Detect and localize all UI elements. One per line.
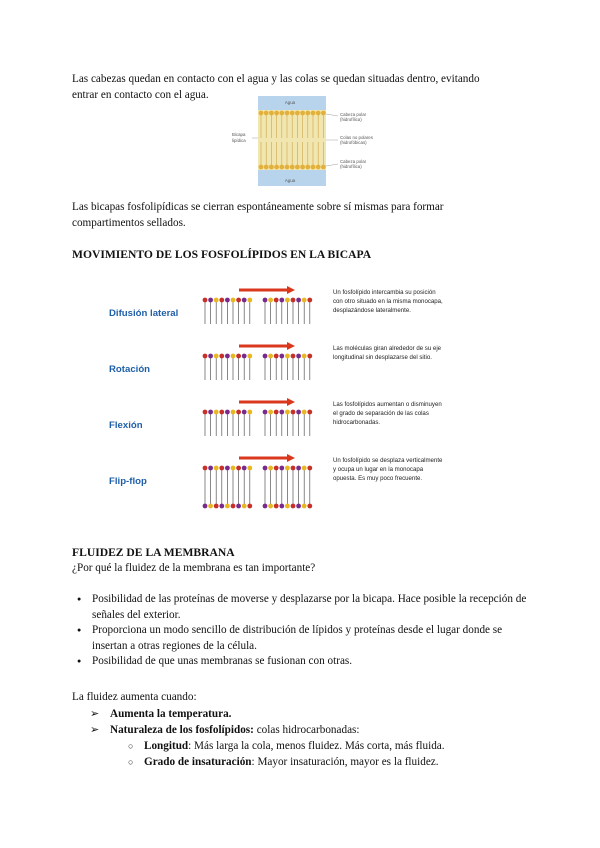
- phospholipid-head: [219, 410, 224, 415]
- bilayer-head: [269, 165, 274, 170]
- phospholipid-head: [242, 354, 247, 359]
- bilayer-head: [274, 165, 279, 170]
- phospholipid-head: [208, 410, 213, 415]
- nature-bold-text: Naturaleza de los fosfolípidos:: [110, 724, 254, 736]
- fluidity-item-temperature: [90, 707, 231, 722]
- phospholipid-head: [279, 466, 284, 471]
- paragraph-2-line-1: Las bicapas fosfolipídicas se cierran espontáneamente sobre sí mismas para formar: [72, 201, 444, 213]
- bilayer-head: [290, 165, 295, 170]
- phospholipid-head: [247, 504, 252, 509]
- arrow-bullet-icon: ➢: [90, 724, 100, 736]
- phospholipid-head: [208, 354, 213, 359]
- paragraph-1-line-1: Las cabezas quedan en contacto con el agua y las colas se quedan situadas dentro, evitando: [72, 73, 480, 85]
- bilayer-head: [290, 111, 295, 116]
- bilayer-head: [321, 165, 326, 170]
- tail-label-a: Colas no polares: [340, 135, 373, 140]
- phospholipid-head: [231, 410, 236, 415]
- phospholipid-head: [247, 354, 252, 359]
- phospholipid-head: [208, 466, 213, 471]
- phospholipid-head: [236, 410, 241, 415]
- phospholipid-head: [203, 504, 208, 509]
- paragraph-1-line-2: entrar en contacto con el agua.: [72, 89, 209, 101]
- phospholipid-head: [219, 504, 224, 509]
- movement-description: Las moléculas giran alrededor de su eje: [333, 345, 442, 352]
- nature-rest-text: colas hidrocarbonadas:: [253, 724, 360, 736]
- question: ¿Por qué la fluidez de la membrana es tan importante?: [72, 562, 316, 574]
- circle-bullet-icon: ○: [128, 757, 134, 767]
- bilayer-head: [264, 111, 269, 116]
- phospholipid-head: [274, 410, 279, 415]
- importance-list: [72, 592, 532, 670]
- phospholipid-head: [247, 410, 252, 415]
- phospholipid-head: [214, 298, 219, 303]
- fluidity-sub-length: [128, 739, 445, 754]
- phospholipid-head: [285, 410, 290, 415]
- phospholipid-head: [274, 298, 279, 303]
- fluidity-intro: La fluidez aumenta cuando:: [72, 691, 197, 703]
- heading-fluidity: FLUIDEZ DE LA MEMBRANA: [72, 546, 235, 559]
- phospholipid-head: [307, 298, 312, 303]
- phospholipid-head: [263, 410, 268, 415]
- phospholipid-head: [236, 354, 241, 359]
- phospholipid-head: [247, 466, 252, 471]
- bilayer-left-label-2: lipídica: [232, 138, 246, 143]
- phospholipid-head: [214, 410, 219, 415]
- bilayer-head: [311, 165, 316, 170]
- phospholipid-head: [242, 298, 247, 303]
- list-item: ● Proporciona un modo sencillo de distribución de lípidos y proteínas desde el lugar donde se insertan a otras regiones de la célula.: [72, 623, 532, 654]
- phospholipid-head: [225, 354, 230, 359]
- phospholipid-head: [296, 354, 301, 359]
- phospholipid-head: [302, 298, 307, 303]
- bilayer-head: [285, 165, 290, 170]
- phospholipid-head: [208, 298, 213, 303]
- movement-label: Rotación: [109, 364, 151, 375]
- movement-description: Un fosfolípido intercambia su posición: [333, 289, 436, 296]
- phospholipid-head: [236, 298, 241, 303]
- phospholipid-head: [296, 410, 301, 415]
- phospholipid-head: [302, 410, 307, 415]
- phospholipid-head: [274, 504, 279, 509]
- phospholipid-head: [263, 354, 268, 359]
- unsaturation-rest-text: : Mayor insaturación, mayor es la fluidez.: [251, 756, 439, 768]
- bilayer-head: [259, 111, 264, 116]
- phospholipid-head: [268, 410, 273, 415]
- phospholipid-head: [279, 410, 284, 415]
- phospholipid-head: [231, 504, 236, 509]
- bilayer-head: [269, 111, 274, 116]
- bilayer-head: [295, 111, 300, 116]
- phospholipid-head: [279, 298, 284, 303]
- phospholipid-head: [214, 466, 219, 471]
- water-bottom-label: Agua: [284, 178, 296, 183]
- phospholipid-head: [203, 298, 208, 303]
- bilayer-head: [300, 111, 305, 116]
- length-bold-text: Longitud: [144, 740, 189, 752]
- phospholipid-head: [225, 410, 230, 415]
- phospholipid-head: [302, 354, 307, 359]
- head-label-1a: Cabeza polar: [340, 112, 367, 117]
- bilayer-head: [316, 165, 321, 170]
- bilayer-head: [300, 165, 305, 170]
- phospholipid-head: [307, 354, 312, 359]
- list-item: ● Posibilidad de que unas membranas se fusionan con otras.: [72, 654, 532, 670]
- bilayer-head: [279, 165, 284, 170]
- phospholipid-movement-figure: [107, 280, 494, 512]
- phospholipid-head: [268, 354, 273, 359]
- bilayer-head: [264, 165, 269, 170]
- phospholipid-head: [219, 298, 224, 303]
- phospholipid-head: [236, 504, 241, 509]
- phospholipid-head: [242, 504, 247, 509]
- tail-label-b: (hidrofóbicas): [340, 140, 367, 145]
- phospholipid-head: [291, 298, 296, 303]
- fluidity-item-nature: [90, 723, 360, 738]
- phospholipid-head: [279, 354, 284, 359]
- water-top-label: Agua: [284, 100, 296, 105]
- phospholipid-head: [263, 504, 268, 509]
- phospholipid-head: [231, 466, 236, 471]
- phospholipid-head: [291, 410, 296, 415]
- bilayer-head: [274, 111, 279, 116]
- phospholipid-head: [242, 466, 247, 471]
- phospholipid-head: [236, 466, 241, 471]
- phospholipid-head: [225, 466, 230, 471]
- bilayer-head: [311, 111, 316, 116]
- heading-movement: MOVIMIENTO DE LOS FOSFOLÍPIDOS EN LA BICAPA: [72, 248, 372, 261]
- bilayer-head: [316, 111, 321, 116]
- list-item: ● Posibilidad de las proteínas de moverse y desplazarse por la bicapa. Hace posible la recepción de señales del exterior.: [72, 592, 532, 623]
- movement-label: Difusión lateral: [109, 308, 179, 319]
- movement-description: hidrocarbonadas.: [333, 419, 381, 426]
- temperature-text: Aumenta la temperatura.: [110, 708, 232, 720]
- length-rest-text: : Más larga la cola, menos fluidez. Más corta, más fluida.: [188, 740, 445, 752]
- phospholipid-head: [225, 298, 230, 303]
- phospholipid-head: [263, 298, 268, 303]
- phospholipid-head: [302, 504, 307, 509]
- phospholipid-head: [242, 410, 247, 415]
- movement-description: Las fosfolípidos aumentan o disminuyen: [333, 401, 442, 408]
- phospholipid-head: [203, 354, 208, 359]
- bilayer-head: [285, 111, 290, 116]
- phospholipid-head: [268, 298, 273, 303]
- phospholipid-head: [268, 466, 273, 471]
- phospholipid-head: [285, 354, 290, 359]
- phospholipid-head: [296, 504, 301, 509]
- phospholipid-head: [231, 354, 236, 359]
- phospholipid-head: [231, 298, 236, 303]
- bilayer-head: [259, 165, 264, 170]
- phospholipid-head: [291, 354, 296, 359]
- phospholipid-head: [279, 504, 284, 509]
- phospholipid-head: [225, 504, 230, 509]
- bilayer-head: [321, 111, 326, 116]
- phospholipid-head: [214, 504, 219, 509]
- phospholipid-head: [247, 298, 252, 303]
- movement-label: Flip-flop: [109, 476, 147, 487]
- bilayer-head: [295, 165, 300, 170]
- bilayer-head: [305, 165, 310, 170]
- movement-description: y ocupa un lugar en la monocapa: [333, 466, 424, 473]
- arrow-bullet-icon: ➢: [90, 708, 100, 720]
- phospholipid-head: [296, 466, 301, 471]
- phospholipid-head: [274, 466, 279, 471]
- phospholipid-head: [307, 410, 312, 415]
- phospholipid-head: [285, 298, 290, 303]
- phospholipid-head: [291, 504, 296, 509]
- movement-description: opuesta. Es muy poco frecuente.: [333, 475, 423, 482]
- head-label-1b: (hidrofílica): [340, 117, 362, 122]
- bilayer-figure: [230, 96, 380, 186]
- phospholipid-head: [307, 504, 312, 509]
- movement-label: Flexión: [109, 420, 143, 431]
- phospholipid-head: [285, 504, 290, 509]
- phospholipid-head: [307, 466, 312, 471]
- circle-bullet-icon: ○: [128, 741, 134, 751]
- phospholipid-head: [268, 504, 273, 509]
- movement-description: el grado de separación de las colas: [333, 410, 429, 417]
- phospholipid-head: [203, 466, 208, 471]
- phospholipid-head: [274, 354, 279, 359]
- phospholipid-head: [291, 466, 296, 471]
- movement-description: con otro situado en la misma monocapa,: [333, 298, 443, 305]
- movement-description: desplazándose lateralmente.: [333, 307, 411, 314]
- phospholipid-head: [214, 354, 219, 359]
- bilayer-head: [279, 111, 284, 116]
- phospholipid-head: [208, 504, 213, 509]
- unsaturation-bold-text: Grado de insaturación: [144, 756, 252, 768]
- phospholipid-head: [285, 466, 290, 471]
- phospholipid-head: [302, 466, 307, 471]
- movement-description: longitudinal sin desplazarse del sitio.: [333, 354, 432, 361]
- phospholipid-head: [203, 410, 208, 415]
- phospholipid-head: [219, 354, 224, 359]
- paragraph-2-line-2: compartimentos sellados.: [72, 217, 186, 229]
- bilayer-left-label-1: Bicapa: [232, 132, 246, 137]
- phospholipid-head: [263, 466, 268, 471]
- bilayer-head: [305, 111, 310, 116]
- head-label-3b: (hidrofílica): [340, 164, 362, 169]
- head-label-3a: Cabeza polar: [340, 159, 367, 164]
- phospholipid-head: [296, 298, 301, 303]
- fluidity-sub-unsaturation: [128, 755, 439, 770]
- phospholipid-head: [219, 466, 224, 471]
- movement-description: Un fosfolípido se desplaza verticalmente: [333, 457, 443, 464]
